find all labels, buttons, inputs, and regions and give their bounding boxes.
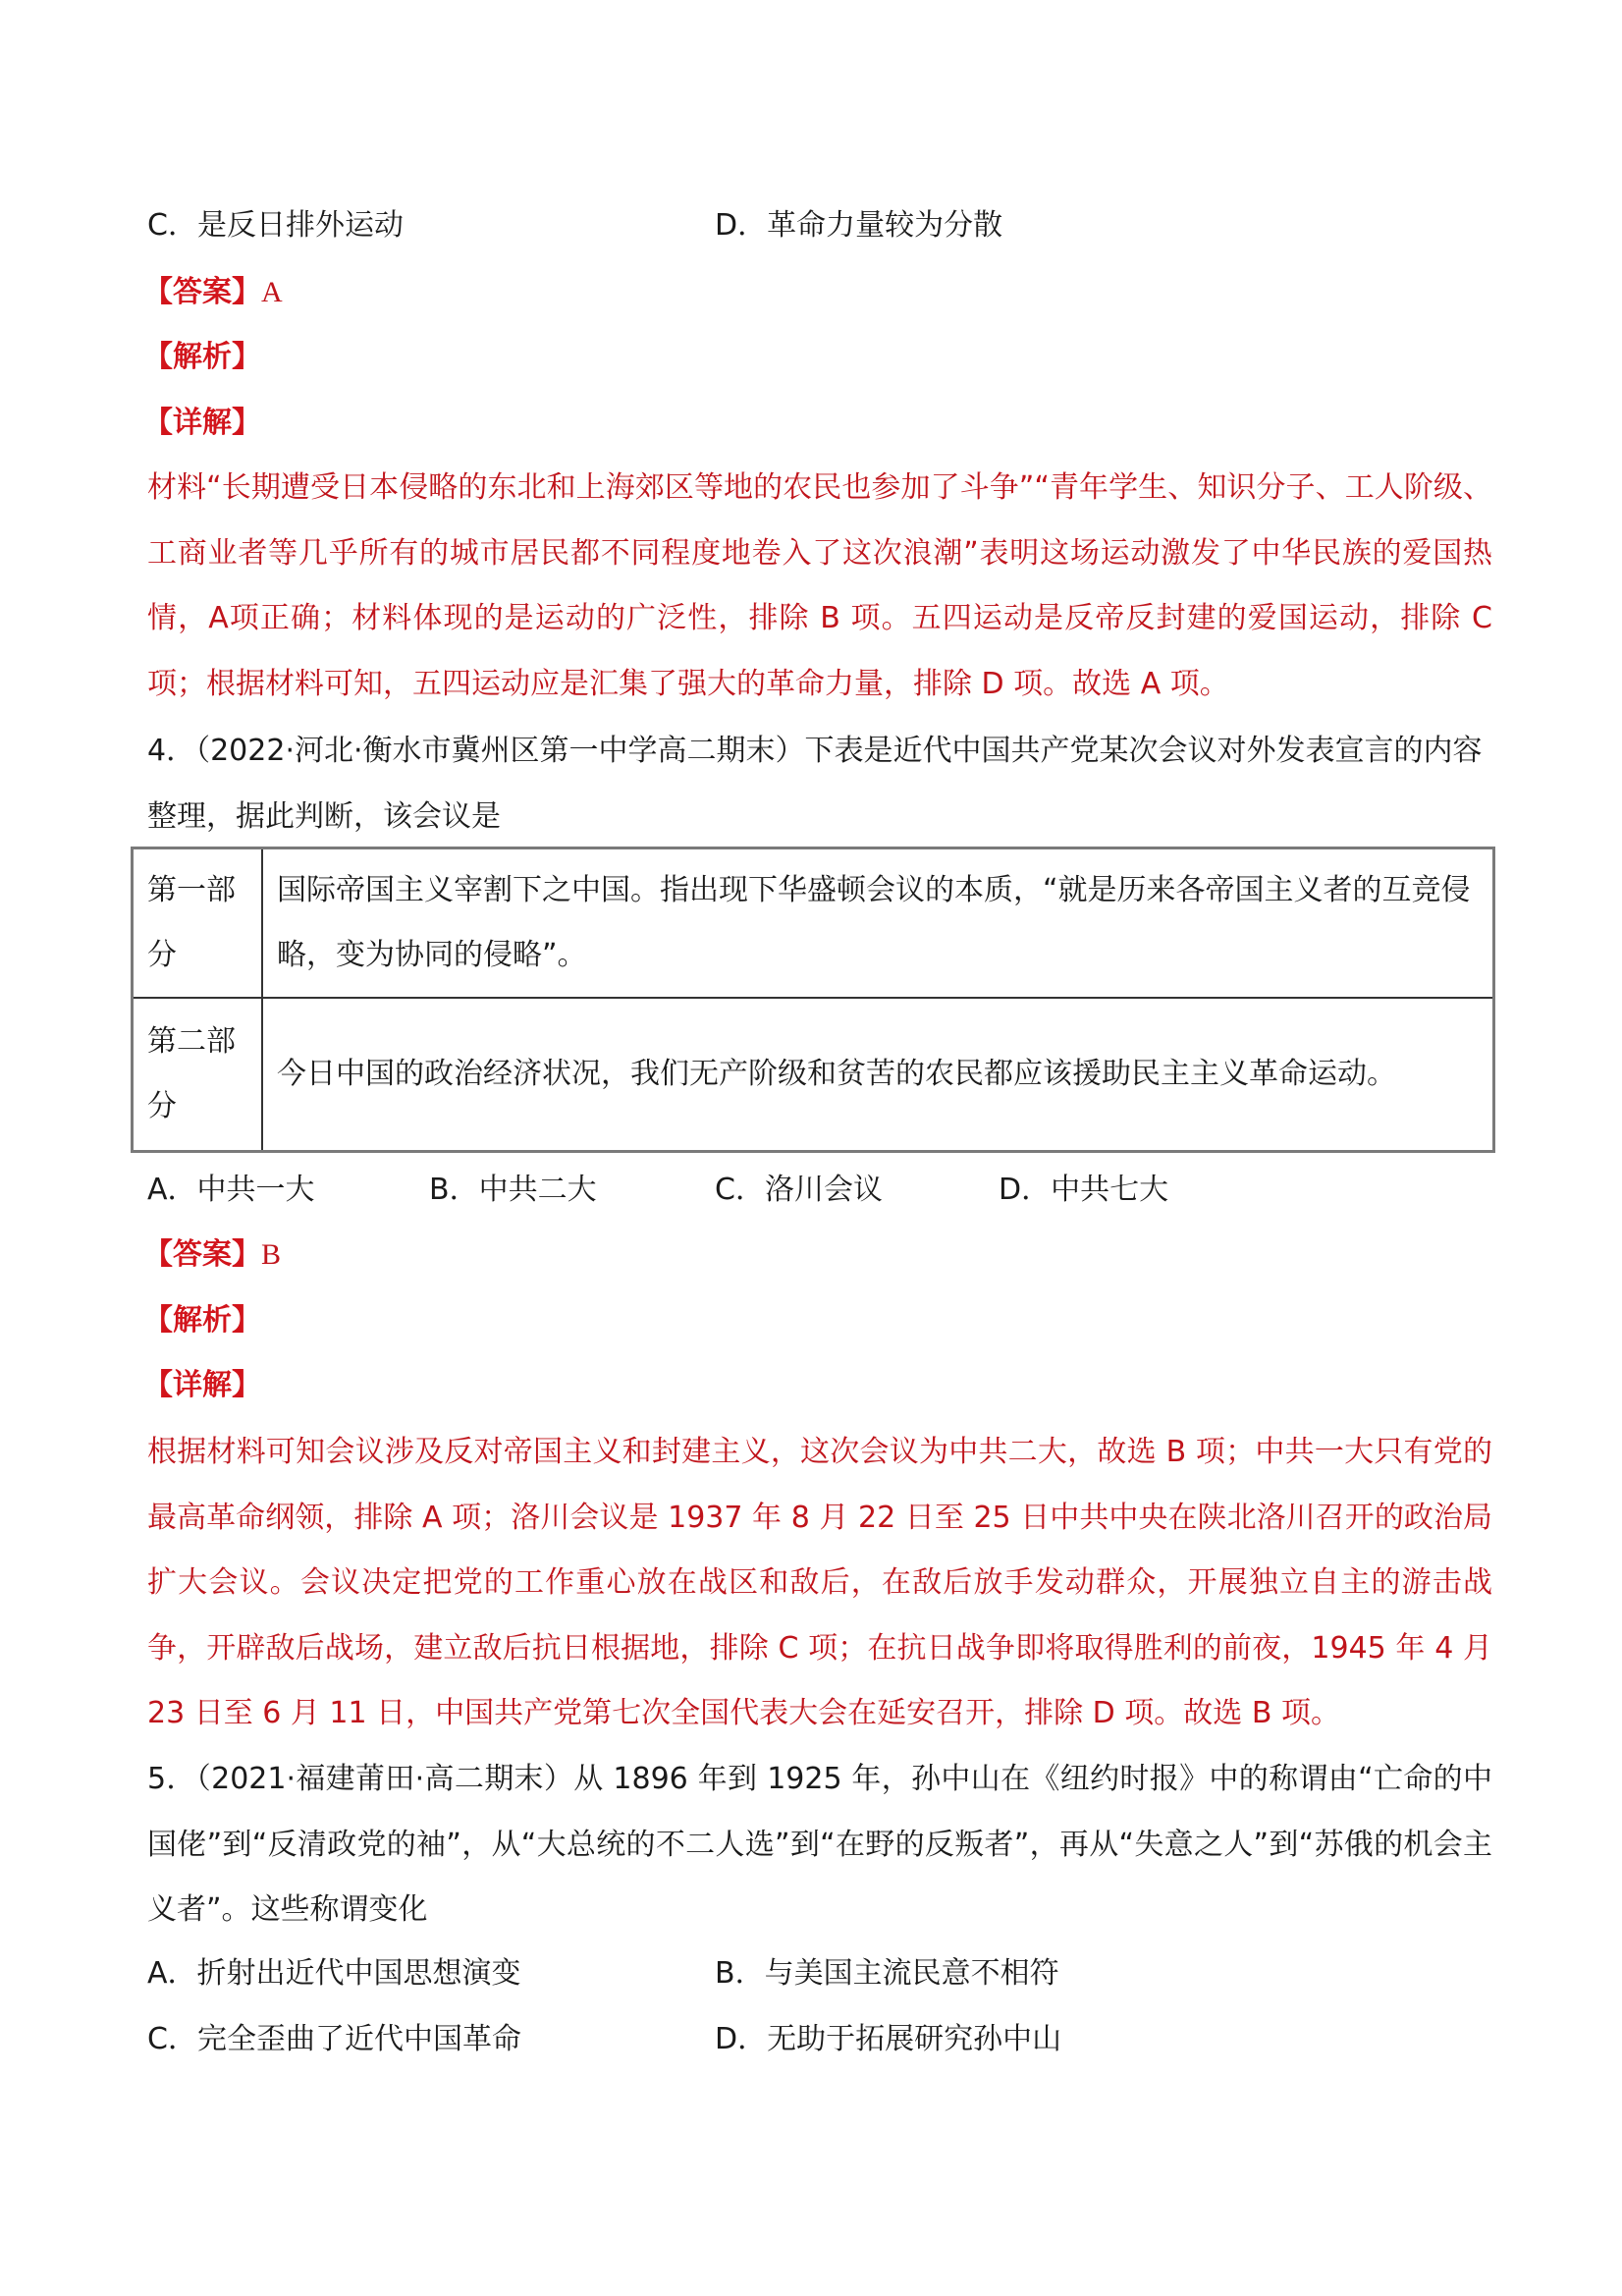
option-letter: B． — [715, 1956, 765, 1991]
option-text: 与美国主流民意不相符 — [764, 1956, 1059, 1991]
q5-stem — [147, 1747, 1492, 1943]
material-table — [131, 847, 1495, 1153]
option-letter: C． — [147, 2022, 197, 2056]
q4-option-d — [999, 1171, 1168, 1210]
q5-option-a — [147, 1954, 521, 1994]
detail-label: 【详解】 — [143, 1368, 261, 1402]
q3-analysis-label — [143, 338, 261, 377]
option-text: 完全歪曲了近代中国革命 — [196, 2022, 521, 2056]
question-text: 从 1896 年到 1925 年，孙中山在《纽约时报》中的称谓由“亡命的中国佬”到“反清政党的袖”，从“大总统的不二人选”到“在野的反叛者”，再从“失意之人”到“苏俄的机会主义者”。这些称谓变化 — [147, 1762, 1492, 1927]
answer-label: 【答案】 — [143, 275, 261, 309]
table-cell-content: 今日中国的政治经济状况，我们无产阶级和贫苦的农民都应该援助民主主义革命运动。 — [262, 998, 1494, 1152]
q4-detail-label — [143, 1366, 261, 1405]
option-text: 中共七大 — [1051, 1173, 1169, 1207]
question-number: 4． — [147, 734, 196, 768]
option-text: 革命力量较为分散 — [767, 208, 1003, 243]
q4-answer — [143, 1235, 281, 1275]
option-text: 中共一大 — [196, 1173, 315, 1207]
option-letter: D． — [999, 1173, 1052, 1207]
question-source: （2021·福建莆田·高二期末） — [195, 1762, 574, 1796]
analysis-label: 【解析】 — [143, 340, 261, 374]
analysis-label: 【解析】 — [143, 1303, 261, 1338]
option-text: 是反日排外运动 — [196, 208, 404, 243]
option-text: 无助于拓展研究孙中山 — [767, 2022, 1062, 2056]
q4-detail-text: 根据材料可知会议涉及反对帝国主义和封建主义，这次会议为中共二大，故选 B 项；中共一大只有党的最高革命纲领，排除 A 项；洛川会议是 1937 年 8 月 22 日至 25 日中共中央在陕北洛川召开的政治局扩大会议。会议决定把党的工作重心放在战区和敌后，在敌后放手发动群众，开展独立自主的游击战争，开辟敌后战场，建立敌后抗日根据地，排除 C 项；在抗日战争即将取得胜利的前夜，1945 年 4 月 23 日至 6 月 11 日，中国共产党第七次全国代表大会在延安召开，排除 D 项。故选 B 项。 — [147, 1435, 1492, 1730]
question-source: （2022·河北·衡水市冀州区第一中学高二期末） — [195, 734, 805, 768]
option-text: 折射出近代中国思想演变 — [196, 1956, 521, 1991]
q3-option-c — [147, 206, 404, 246]
option-letter: C． — [147, 208, 197, 243]
option-letter: A． — [147, 1173, 197, 1207]
q3-answer — [143, 273, 283, 312]
q5-option-b — [715, 1954, 1059, 1994]
option-letter: D． — [715, 208, 768, 243]
question-number: 5． — [147, 1762, 196, 1796]
table-cell-part: 第二部分 — [133, 998, 263, 1152]
q5-option-c — [147, 2020, 521, 2059]
option-text: 洛川会议 — [764, 1173, 883, 1207]
question-text: 下表是近代中国共产党某次会议对外发表宣言的内容整理，据此判断，该会议是 — [147, 734, 1483, 834]
q4-option-b — [429, 1171, 597, 1210]
q3-detail-text: 材料“长期遭受日本侵略的东北和上海郊区等地的农民也参加了斗争”“青年学生、知识分子、工人阶级、工商业者等几乎所有的城市居民都不同程度地卷入了这次浪潮”表明这场运动激发了中华民族的爱国热情，A项正确；材料体现的是运动的广泛性，排除 B 项。五四运动是反帝反封建的爱国运动，排除 C 项；根据材料可知，五四运动应是汇集了强大的革命力量，排除 D 项。故选 A 项。 — [147, 470, 1492, 701]
option-letter: C． — [715, 1173, 765, 1207]
option-letter: A． — [147, 1956, 197, 1991]
option-text: 中共二大 — [478, 1173, 597, 1207]
table-cell-content: 国际帝国主义宰割下之中国。指出现下华盛顿会议的本质，“就是历来各帝国主义者的互竞侵略，变为协同的侵略”。 — [262, 848, 1494, 999]
table-cell-part: 第一部分 — [133, 848, 263, 999]
q4-analysis-label — [143, 1301, 261, 1340]
q4-stem — [147, 719, 1492, 849]
option-letter: B． — [429, 1173, 479, 1207]
detail-label: 【详解】 — [143, 406, 261, 440]
table-row — [133, 998, 1494, 1152]
answer-label: 【答案】 — [143, 1237, 261, 1272]
q3-detail-label — [143, 404, 261, 443]
answer-value: B — [261, 1238, 282, 1271]
q5-option-d — [715, 2020, 1061, 2059]
q4-option-c — [715, 1171, 883, 1210]
answer-value: A — [261, 276, 283, 308]
q4-option-a — [147, 1171, 315, 1210]
table-row — [133, 848, 1494, 999]
option-letter: D． — [715, 2022, 768, 2056]
q3-option-d — [715, 206, 1002, 246]
